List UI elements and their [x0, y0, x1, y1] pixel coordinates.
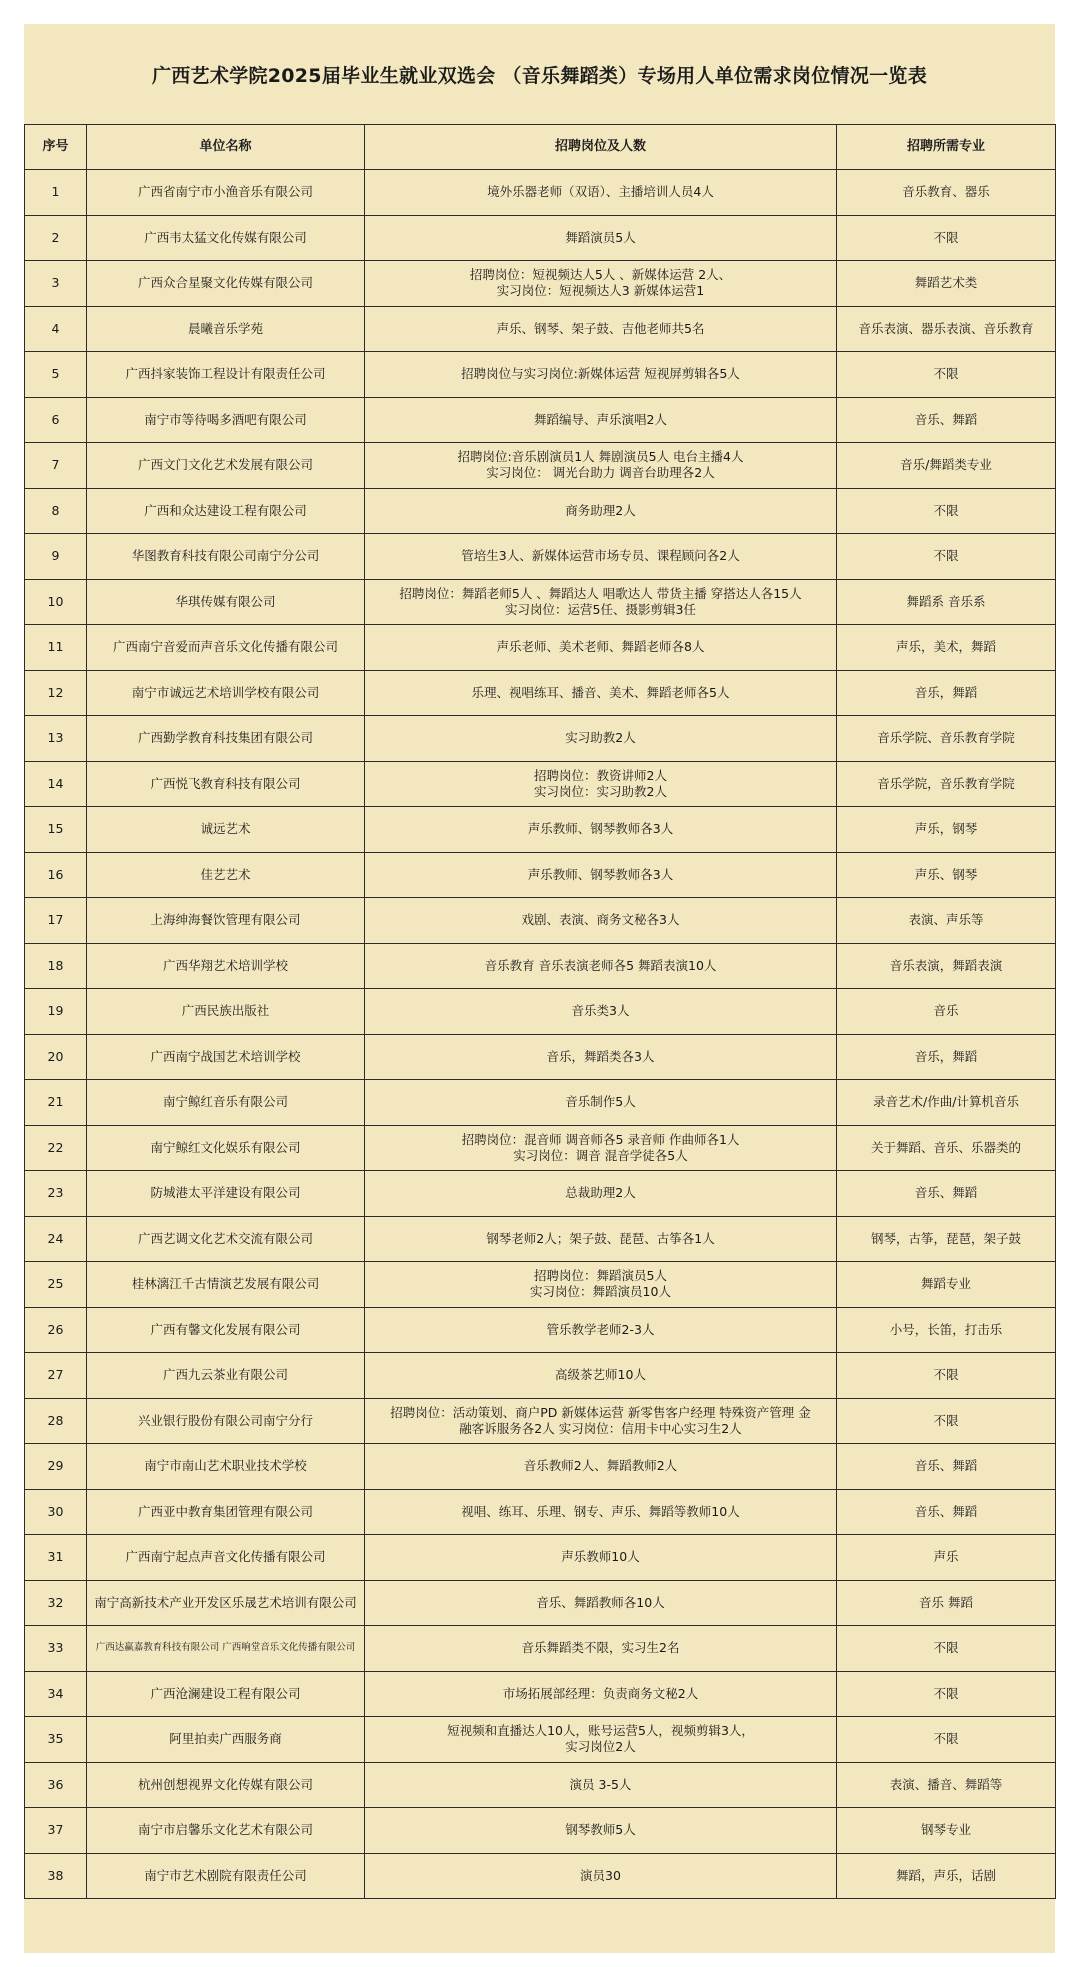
cell-majors: 声乐，钢琴	[837, 807, 1056, 853]
cell-no: 3	[25, 261, 87, 307]
cell-no: 26	[25, 1307, 87, 1353]
cell-no: 38	[25, 1853, 87, 1899]
header-positions: 招聘岗位及人数	[365, 125, 837, 170]
cell-majors: 舞蹈系 音乐系	[837, 579, 1056, 625]
table-row	[25, 1717, 1056, 1763]
cell-no: 18	[25, 943, 87, 989]
cell-majors: 音乐教育、器乐	[837, 170, 1056, 216]
cell-majors: 不限	[837, 1353, 1056, 1399]
cell-no: 2	[25, 215, 87, 261]
cell-unit: 广西沧澜建设工程有限公司	[87, 1671, 365, 1717]
cell-positions: 招聘岗位：混音师 调音师各5 录音师 作曲师各1人 实习岗位：调音 混音学徒各5人	[365, 1125, 837, 1171]
cell-majors: 音乐学院，音乐教育学院	[837, 761, 1056, 807]
cell-no: 19	[25, 989, 87, 1035]
table-row	[25, 215, 1056, 261]
table-row	[25, 397, 1056, 443]
cell-positions: 声乐老师、美术老师、舞蹈老师各8人	[365, 625, 837, 671]
cell-unit: 广西华翔艺术培训学校	[87, 943, 365, 989]
cell-positions: 总裁助理2人	[365, 1171, 837, 1217]
cell-unit: 南宁鲸红文化娱乐有限公司	[87, 1125, 365, 1171]
header-majors: 招聘所需专业	[837, 125, 1056, 170]
cell-majors: 关于舞蹈、音乐、乐器类的	[837, 1125, 1056, 1171]
cell-majors: 音乐表演、器乐表演、音乐教育	[837, 306, 1056, 352]
cell-majors: 音乐，舞蹈	[837, 1034, 1056, 1080]
cell-positions: 市场拓展部经理：负责商务文秘2人	[365, 1671, 837, 1717]
table-row	[25, 488, 1056, 534]
table-row	[25, 761, 1056, 807]
cell-unit: 南宁市诚远艺术培训学校有限公司	[87, 670, 365, 716]
cell-majors: 声乐，美术，舞蹈	[837, 625, 1056, 671]
cell-majors: 录音艺术/作曲/计算机音乐	[837, 1080, 1056, 1126]
cell-positions: 商务助理2人	[365, 488, 837, 534]
cell-no: 31	[25, 1535, 87, 1581]
cell-unit: 广西民族出版社	[87, 989, 365, 1035]
table-row	[25, 170, 1056, 216]
cell-positions: 音乐，舞蹈类各3人	[365, 1034, 837, 1080]
cell-no: 36	[25, 1762, 87, 1808]
cell-majors: 音乐 舞蹈	[837, 1580, 1056, 1626]
cell-unit: 佳艺艺术	[87, 852, 365, 898]
cell-unit: 广西亚中教育集团管理有限公司	[87, 1489, 365, 1535]
cell-unit: 广西悦飞教育科技有限公司	[87, 761, 365, 807]
cell-no: 13	[25, 716, 87, 762]
recruitment-sheet	[24, 24, 1055, 1953]
cell-majors: 声乐、钢琴	[837, 852, 1056, 898]
cell-no: 28	[25, 1398, 87, 1444]
cell-positions: 实习助教2人	[365, 716, 837, 762]
cell-positions: 舞蹈编导、声乐演唱2人	[365, 397, 837, 443]
cell-unit: 兴业银行股份有限公司南宁分行	[87, 1398, 365, 1444]
cell-no: 33	[25, 1626, 87, 1672]
cell-majors: 声乐	[837, 1535, 1056, 1581]
cell-majors: 不限	[837, 1717, 1056, 1763]
cell-majors: 钢琴专业	[837, 1808, 1056, 1854]
cell-unit: 上海绅海餐饮管理有限公司	[87, 898, 365, 944]
cell-majors: 表演、播音、舞蹈等	[837, 1762, 1056, 1808]
cell-unit: 广西有馨文化发展有限公司	[87, 1307, 365, 1353]
cell-no: 17	[25, 898, 87, 944]
table-row	[25, 1535, 1056, 1581]
cell-no: 35	[25, 1717, 87, 1763]
table-row	[25, 1216, 1056, 1262]
table-row	[25, 1262, 1056, 1308]
cell-positions: 声乐教师、钢琴教师各3人	[365, 807, 837, 853]
table-row	[25, 1444, 1056, 1490]
cell-no: 25	[25, 1262, 87, 1308]
cell-unit: 广西南宁音爱而声音乐文化传播有限公司	[87, 625, 365, 671]
table-row	[25, 443, 1056, 489]
table-row	[25, 1171, 1056, 1217]
table-row	[25, 1671, 1056, 1717]
cell-no: 34	[25, 1671, 87, 1717]
cell-no: 11	[25, 625, 87, 671]
cell-no: 23	[25, 1171, 87, 1217]
cell-positions: 音乐舞蹈类不限，实习生2名	[365, 1626, 837, 1672]
cell-unit: 广西和众达建设工程有限公司	[87, 488, 365, 534]
cell-unit: 广西抖家装饰工程设计有限责任公司	[87, 352, 365, 398]
table-row	[25, 1080, 1056, 1126]
cell-majors: 舞蹈艺术类	[837, 261, 1056, 307]
cell-majors: 音乐、舞蹈	[837, 397, 1056, 443]
cell-positions: 招聘岗位：活动策划、商户PD 新媒体运营 新零售客户经理 特殊资产管理 金 融客诉服务各2人 实习岗位：信用卡中心实习生2人	[365, 1398, 837, 1444]
cell-unit: 广西达赢嘉教育科技有限公司 广西响堂音乐文化传播有限公司	[87, 1626, 365, 1672]
cell-positions: 高级茶艺师10人	[365, 1353, 837, 1399]
cell-positions: 钢琴老师2人；架子鼓、琵琶、古筝各1人	[365, 1216, 837, 1262]
cell-positions: 戏剧、表演、商务文秘各3人	[365, 898, 837, 944]
cell-no: 29	[25, 1444, 87, 1490]
cell-no: 14	[25, 761, 87, 807]
table-row	[25, 1034, 1056, 1080]
cell-unit: 华琪传媒有限公司	[87, 579, 365, 625]
cell-unit: 广西南宁战国艺术培训学校	[87, 1034, 365, 1080]
cell-no: 7	[25, 443, 87, 489]
cell-unit: 广西文门文化艺术发展有限公司	[87, 443, 365, 489]
recruitment-table	[24, 124, 1056, 1899]
cell-unit: 南宁鲸红音乐有限公司	[87, 1080, 365, 1126]
cell-no: 10	[25, 579, 87, 625]
cell-no: 8	[25, 488, 87, 534]
cell-no: 12	[25, 670, 87, 716]
cell-positions: 招聘岗位：舞蹈演员5人 实习岗位：舞蹈演员10人	[365, 1262, 837, 1308]
table-row	[25, 261, 1056, 307]
table-row	[25, 1307, 1056, 1353]
cell-positions: 视唱、练耳、乐理、钢专、声乐、舞蹈等教师10人	[365, 1489, 837, 1535]
cell-positions: 境外乐器老师（双语）、主播培训人员4人	[365, 170, 837, 216]
table-row	[25, 1626, 1056, 1672]
cell-no: 32	[25, 1580, 87, 1626]
cell-majors: 不限	[837, 488, 1056, 534]
cell-majors: 音乐/舞蹈类专业	[837, 443, 1056, 489]
cell-majors: 舞蹈，声乐，话剧	[837, 1853, 1056, 1899]
cell-positions: 声乐、钢琴、架子鼓、吉他老师共5名	[365, 306, 837, 352]
table-row	[25, 1398, 1056, 1444]
cell-unit: 晨曦音乐学苑	[87, 306, 365, 352]
cell-unit: 广西艺调文化艺术交流有限公司	[87, 1216, 365, 1262]
cell-positions: 招聘岗位：教资讲师2人 实习岗位：实习助教2人	[365, 761, 837, 807]
cell-unit: 广西韦太猛文化传媒有限公司	[87, 215, 365, 261]
cell-positions: 音乐教师2人、舞蹈教师2人	[365, 1444, 837, 1490]
cell-majors: 音乐，舞蹈	[837, 670, 1056, 716]
table-row	[25, 989, 1056, 1035]
table-row	[25, 1580, 1056, 1626]
cell-unit: 广西南宁起点声音文化传播有限公司	[87, 1535, 365, 1581]
table-row	[25, 716, 1056, 762]
cell-unit: 杭州创想视界文化传媒有限公司	[87, 1762, 365, 1808]
cell-no: 9	[25, 534, 87, 580]
cell-unit: 诚远艺术	[87, 807, 365, 853]
cell-no: 16	[25, 852, 87, 898]
cell-unit: 广西众合星聚文化传媒有限公司	[87, 261, 365, 307]
table-row	[25, 625, 1056, 671]
cell-positions: 音乐类3人	[365, 989, 837, 1035]
table-row	[25, 1808, 1056, 1854]
cell-positions: 演员30	[365, 1853, 837, 1899]
table-row	[25, 670, 1056, 716]
cell-positions: 音乐教育 音乐表演老师各5 舞蹈表演10人	[365, 943, 837, 989]
cell-no: 22	[25, 1125, 87, 1171]
cell-majors: 不限	[837, 534, 1056, 580]
cell-no: 5	[25, 352, 87, 398]
cell-no: 37	[25, 1808, 87, 1854]
table-row	[25, 352, 1056, 398]
cell-positions: 音乐制作5人	[365, 1080, 837, 1126]
table-row	[25, 1489, 1056, 1535]
table-row	[25, 852, 1056, 898]
cell-majors: 音乐	[837, 989, 1056, 1035]
cell-no: 30	[25, 1489, 87, 1535]
cell-majors: 不限	[837, 352, 1056, 398]
cell-majors: 舞蹈专业	[837, 1262, 1056, 1308]
cell-majors: 小号，长笛，打击乐	[837, 1307, 1056, 1353]
cell-unit: 阿里拍卖广西服务商	[87, 1717, 365, 1763]
cell-unit: 广西省南宁市小渔音乐有限公司	[87, 170, 365, 216]
cell-positions: 招聘岗位：舞蹈老师5人 、舞蹈达人 唱歌达人 带货主播 穿搭达人各15人 实习岗位：运营5任、摄影剪辑3任	[365, 579, 837, 625]
cell-positions: 管乐教学老师2-3人	[365, 1307, 837, 1353]
cell-unit: 广西九云茶业有限公司	[87, 1353, 365, 1399]
table-row	[25, 807, 1056, 853]
table-row	[25, 579, 1056, 625]
cell-majors: 不限	[837, 1671, 1056, 1717]
page-title: 广西艺术学院2025届毕业生就业双选会 （音乐舞蹈类）专场用人单位需求岗位情况一览表	[151, 64, 928, 87]
cell-majors: 不限	[837, 1626, 1056, 1672]
cell-positions: 招聘岗位:音乐剧演员1人 舞剧演员5人 电台主播4人 实习岗位： 调光台助力 调音台助理各2人	[365, 443, 837, 489]
cell-no: 1	[25, 170, 87, 216]
cell-no: 20	[25, 1034, 87, 1080]
cell-no: 15	[25, 807, 87, 853]
cell-unit: 南宁市等待喝多酒吧有限公司	[87, 397, 365, 443]
table-row	[25, 306, 1056, 352]
cell-majors: 音乐、舞蹈	[837, 1444, 1056, 1490]
cell-unit: 防城港太平洋建设有限公司	[87, 1171, 365, 1217]
cell-unit: 华图教育科技有限公司南宁分公司	[87, 534, 365, 580]
cell-positions: 声乐教师10人	[365, 1535, 837, 1581]
table-row	[25, 943, 1056, 989]
cell-positions: 乐理、视唱练耳、播音、美术、舞蹈老师各5人	[365, 670, 837, 716]
cell-unit: 桂林漓江千古情演艺发展有限公司	[87, 1262, 365, 1308]
cell-majors: 音乐表演，舞蹈表演	[837, 943, 1056, 989]
cell-positions: 舞蹈演员5人	[365, 215, 837, 261]
cell-positions: 声乐教师、钢琴教师各3人	[365, 852, 837, 898]
cell-majors: 不限	[837, 215, 1056, 261]
cell-positions: 招聘岗位：短视频达人5人 、新媒体运营 2人、 实习岗位：短视频达人3 新媒体运营1	[365, 261, 837, 307]
cell-unit: 广西勤学教育科技集团有限公司	[87, 716, 365, 762]
cell-unit: 南宁市艺术剧院有限责任公司	[87, 1853, 365, 1899]
cell-majors: 钢琴，古筝，琵琶，架子鼓	[837, 1216, 1056, 1262]
cell-unit: 南宁市南山艺术职业技术学校	[87, 1444, 365, 1490]
cell-positions: 音乐、舞蹈教师各10人	[365, 1580, 837, 1626]
table-row	[25, 1762, 1056, 1808]
cell-no: 21	[25, 1080, 87, 1126]
cell-unit: 南宁市启馨乐文化艺术有限公司	[87, 1808, 365, 1854]
cell-majors: 不限	[837, 1398, 1056, 1444]
header-no: 序号	[25, 125, 87, 170]
cell-majors: 表演、声乐等	[837, 898, 1056, 944]
cell-majors: 音乐、舞蹈	[837, 1489, 1056, 1535]
table-row	[25, 1353, 1056, 1399]
cell-positions: 招聘岗位与实习岗位:新媒体运营 短视屏剪辑各5人	[365, 352, 837, 398]
table-row	[25, 898, 1056, 944]
cell-unit: 南宁高新技术产业开发区乐晟艺术培训有限公司	[87, 1580, 365, 1626]
cell-majors: 音乐学院、音乐教育学院	[837, 716, 1056, 762]
cell-no: 24	[25, 1216, 87, 1262]
cell-no: 6	[25, 397, 87, 443]
header-unit: 单位名称	[87, 125, 365, 170]
table-row	[25, 1125, 1056, 1171]
table-row	[25, 534, 1056, 580]
table-header-row	[25, 125, 1056, 170]
cell-positions: 钢琴教师5人	[365, 1808, 837, 1854]
cell-positions: 演员 3-5人	[365, 1762, 837, 1808]
cell-no: 4	[25, 306, 87, 352]
cell-positions: 短视频和直播达人10人，账号运营5人，视频剪辑3人， 实习岗位2人	[365, 1717, 837, 1763]
table-row	[25, 1853, 1056, 1899]
cell-majors: 音乐、舞蹈	[837, 1171, 1056, 1217]
cell-positions: 管培生3人、新媒体运营市场专员、课程顾问各2人	[365, 534, 837, 580]
cell-no: 27	[25, 1353, 87, 1399]
